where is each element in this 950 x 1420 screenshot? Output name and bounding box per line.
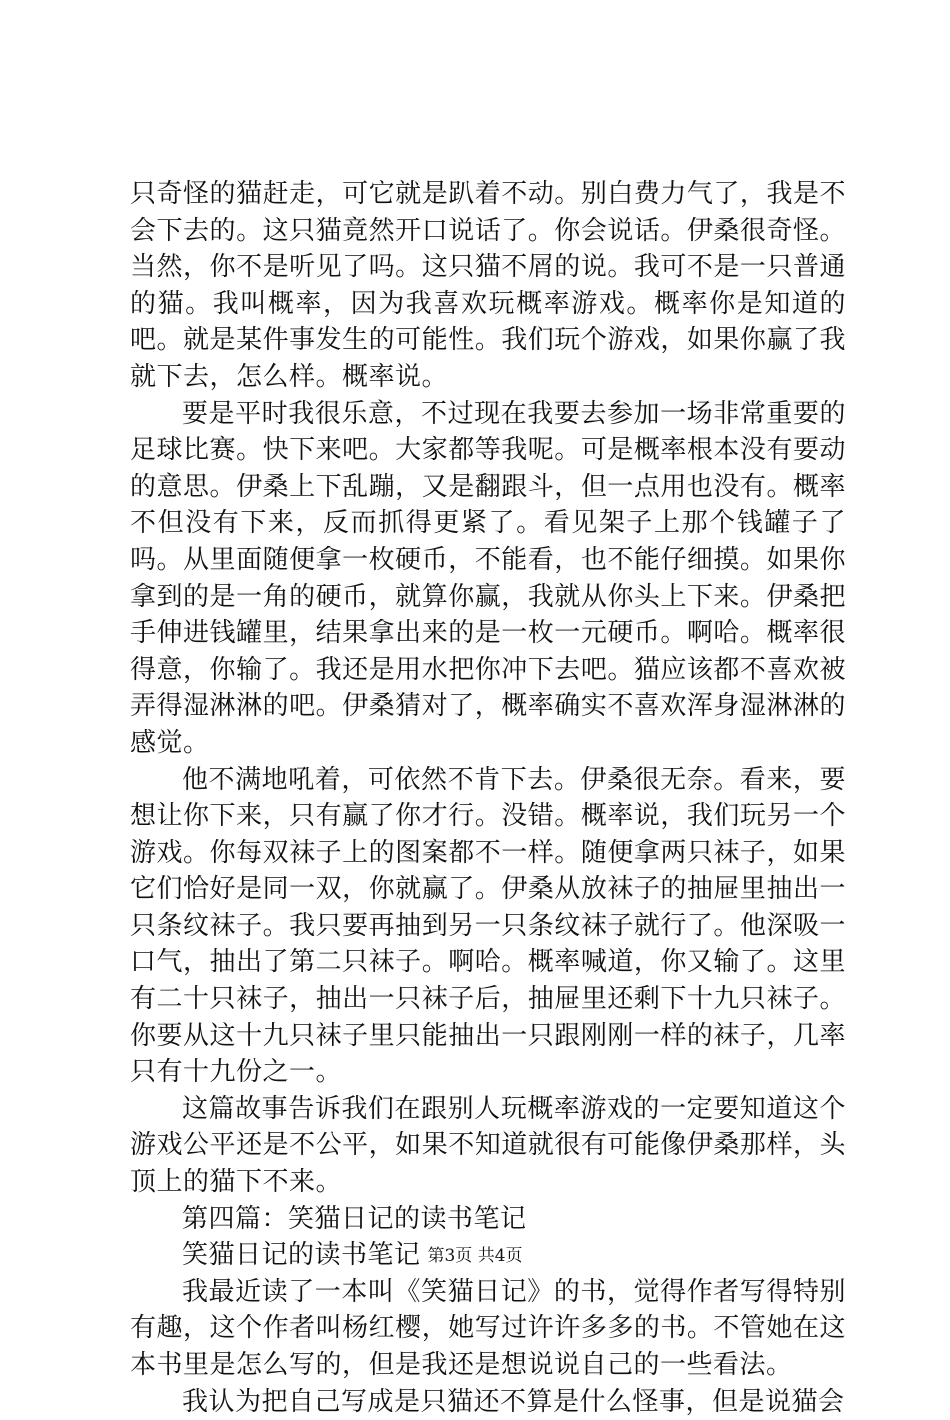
paragraph-3: 他不满地吼着，可依然不肯下去。伊桑很无奈。看来，要想让你下来，只有赢了你才行。没错。概率说，我们玩另一个游戏。你每双袜子上的图案都不一样。随便拿两只袜子，如果它们恰好是同一双，你就赢了。伊桑从放袜子的抽屉里抽出一只条纹袜子。我只要再抽到另一只条纹袜子就行了。他深吸一口气，抽出了第二只袜子。啊哈。概率喊道，你又输了。这里有二十只袜子，抽出一只袜子后，抽屉里还剩下十九只袜子。你要从这十九只袜子里只能抽出一只跟刚刚一样的袜子，几率只有十九份之一。 (130, 764, 846, 1088)
paragraph-2: 要是平时我很乐意，不过现在我要去参加一场非常重要的足球比赛。快下来吧。大家都等我呢。可是概率根本没有要动的意思。伊桑上下乱蹦，又是翻跟斗，但一点用也没有。概率不但没有下来，反而抓得更紧了。看见架子上那个钱罐子了吗。从里面随便拿一枚硬币，不能看，也不能仔细摸。如果你拿到的是一角的硬币，就算你赢，我就从你头上下来。伊桑把手伸进钱罐里，结果拿出来的是一枚一元硬币。啊哈。概率很得意，你输了。我还是用水把你冲下去吧。猫应该都不喜欢被弄得湿淋淋的吧。伊桑猜对了，概率确实不喜欢浑身湿淋淋的感觉。 (130, 398, 846, 758)
document-body (130, 176, 846, 1420)
paragraph-4: 这篇故事告诉我们在跟别人玩概率游戏的一定要知道这个游戏公平还是不公平，如果不知道就很有可能像伊桑那样，头顶上的猫下不来。 (130, 1093, 846, 1198)
section-heading: 第四篇：笑猫日记的读书笔记 (182, 1203, 527, 1234)
paragraph-6: 我认为把自己写成是只猫还不算是什么怪事，但是说猫会 (182, 1386, 845, 1417)
page-footer: 第3页 共4页 (427, 1246, 523, 1266)
section-subheading: 笑猫日记的读书笔记 (182, 1240, 421, 1271)
paragraph-5: 我最近读了一本叫《笑猫日记》的书，觉得作者写得特别有趣，这个作者叫杨红樱，她写过许许多多的书。不管她在这本书里是怎么写的，但是我还是想说说自己的一些看法。 (130, 1276, 846, 1380)
paragraph-1: 只奇怪的猫赶走，可它就是趴着不动。别白费力气了，我是不会下去的。这只猫竟然开口说话了。你会说话。伊桑很奇怪。当然，你不是听见了吗。这只猫不屑的说。我可不是一只普通的猫。我叫概率，因为我喜欢玩概率游戏。概率你是知道的吧。就是某件事发生的可能性。我们玩个游戏，如果你赢了我就下去，怎么样。概率说。 (130, 179, 846, 392)
